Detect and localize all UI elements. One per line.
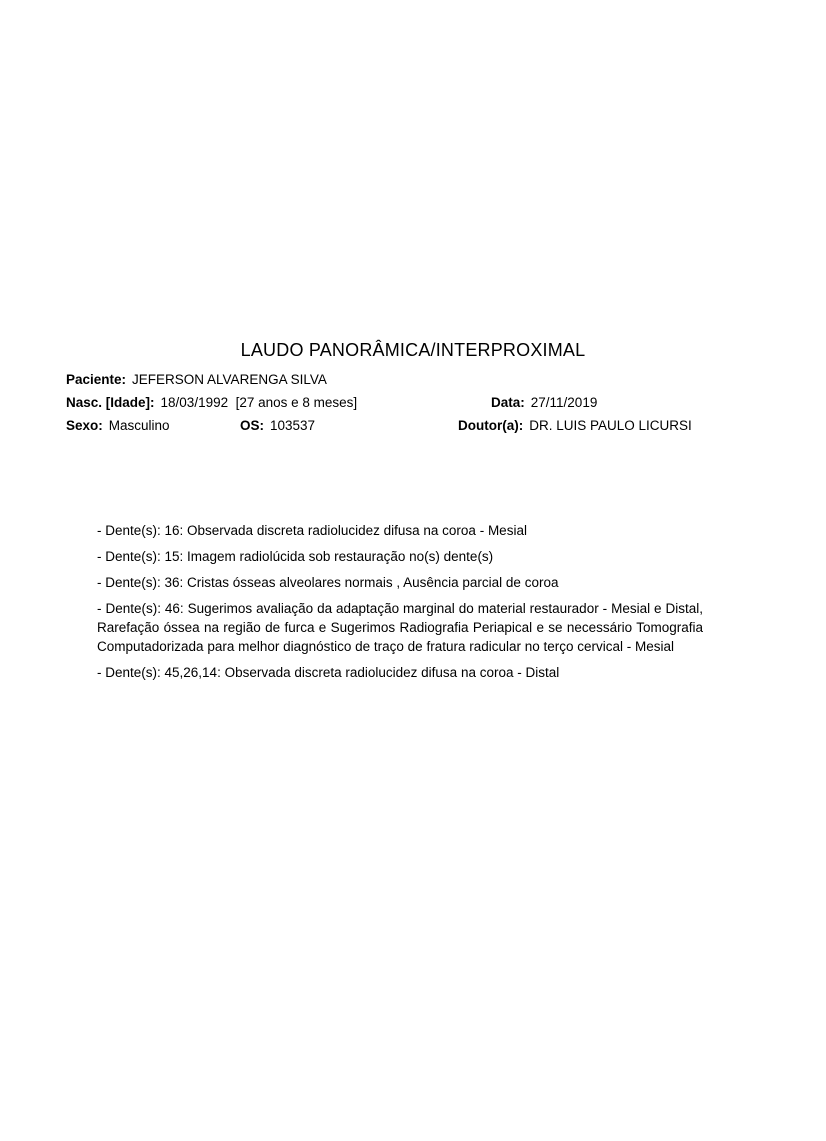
patient-name: JEFERSON ALVARENGA SILVA — [132, 372, 327, 387]
finding-item: - Dente(s): 45,26,14: Observada discreta radiolucidez difusa na coroa - Distal — [97, 665, 560, 680]
finding-item: - Dente(s): 46: Sugerimos avaliação da adaptação marginal do material restaurador - Mesial e Distal, Rarefação óssea na região de furca e Sugerimos Radiografia Periapical e se necessário Tomografia Computadorizada para melhor diagnóstico de traço de fratura radicular no terço cervical - Mesial — [97, 601, 703, 654]
doctor-label: Doutor(a): — [458, 418, 524, 433]
birth-value: 18/03/1992 [27 anos e 8 meses] — [160, 395, 358, 410]
doctor-field — [458, 418, 692, 433]
date-value: 27/11/2019 — [530, 395, 598, 410]
report-title: LAUDO PANORÂMICA/INTERPROXIMAL — [240, 340, 586, 360]
sex-value: Masculino — [108, 418, 170, 433]
findings-list — [97, 521, 703, 689]
sex-label: Sexo: — [66, 418, 103, 433]
birth-label: Nasc. [Idade]: — [66, 395, 155, 410]
patient-field — [66, 372, 327, 387]
os-label: OS: — [240, 418, 265, 433]
os-field — [240, 418, 315, 433]
sex-field — [66, 418, 170, 433]
os-value: 103537 — [270, 418, 316, 433]
finding-item: - Dente(s): 36: Cristas ósseas alveolares normais , Ausência parcial de coroa — [97, 575, 559, 590]
finding-item: - Dente(s): 15: Imagem radiolúcida sob restauração no(s) dente(s) — [97, 549, 494, 564]
date-field — [491, 395, 597, 410]
doctor-value: DR. LUIS PAULO LICURSI — [529, 418, 692, 433]
patient-label: Paciente: — [66, 372, 127, 387]
finding-item: - Dente(s): 16: Observada discreta radiolucidez difusa na coroa - Mesial — [97, 523, 527, 538]
birth-field — [66, 395, 357, 410]
date-label: Data: — [491, 395, 525, 410]
